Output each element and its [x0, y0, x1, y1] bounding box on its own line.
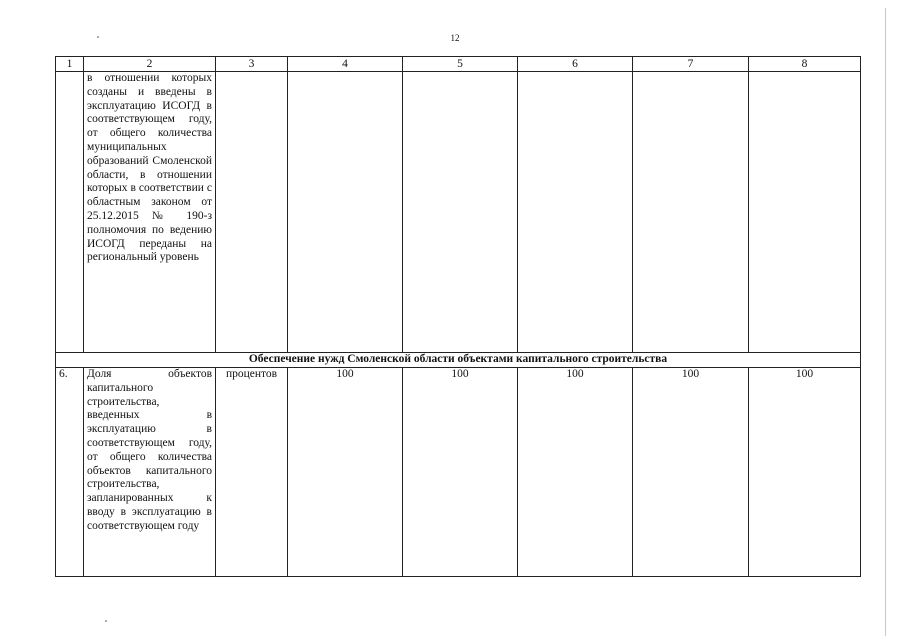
indicator-description: в отношении которых созданы и введены в эксплуатацию ИСОГД в соответствующем году, от общего количества муниципальных образований Смоленской области, в отношении которых в соответствии с областным законом от 25.12.2015 № 190-з полномочия по ведению ИСОГД переданы на региональный уровень: [84, 72, 216, 353]
unit-cell: [216, 72, 288, 353]
section-title: Обеспечение нужд Смоленской области объектами капитального строительства: [56, 353, 861, 368]
column-header: 7: [633, 57, 749, 72]
unit-cell: процентов: [216, 368, 288, 577]
table-row: [56, 368, 861, 577]
value-cell: 100: [749, 368, 861, 577]
column-header: 3: [216, 57, 288, 72]
column-header: 5: [403, 57, 518, 72]
value-cell: [518, 72, 633, 353]
value-cell: [749, 72, 861, 353]
value-cell: [403, 72, 518, 353]
row-number: [56, 72, 84, 353]
value-cell: 100: [403, 368, 518, 577]
row-number: 6.: [56, 368, 84, 577]
value-cell: [288, 72, 403, 353]
column-header: 8: [749, 57, 861, 72]
value-cell: 100: [518, 368, 633, 577]
value-cell: [633, 72, 749, 353]
section-row: [56, 353, 861, 368]
column-header: 1: [56, 57, 84, 72]
value-cell: 100: [288, 368, 403, 577]
column-header: 2: [84, 57, 216, 72]
page-edge-line: [885, 8, 886, 636]
scan-speck: [105, 620, 107, 622]
indicator-description: Доля объектов капитального строительства, введенных в эксплуатацию в соответствующем году, от общего количества объектов капитального строительства, запланированных к вводу в эксплуатацию в соответствующем году: [84, 368, 216, 577]
page-number: 12: [450, 33, 460, 43]
scan-speck: [97, 36, 99, 38]
column-numbers-row: [56, 57, 861, 72]
indicators-table: [55, 56, 861, 577]
column-header: 4: [288, 57, 403, 72]
table-row: [56, 72, 861, 353]
column-header: 6: [518, 57, 633, 72]
value-cell: 100: [633, 368, 749, 577]
